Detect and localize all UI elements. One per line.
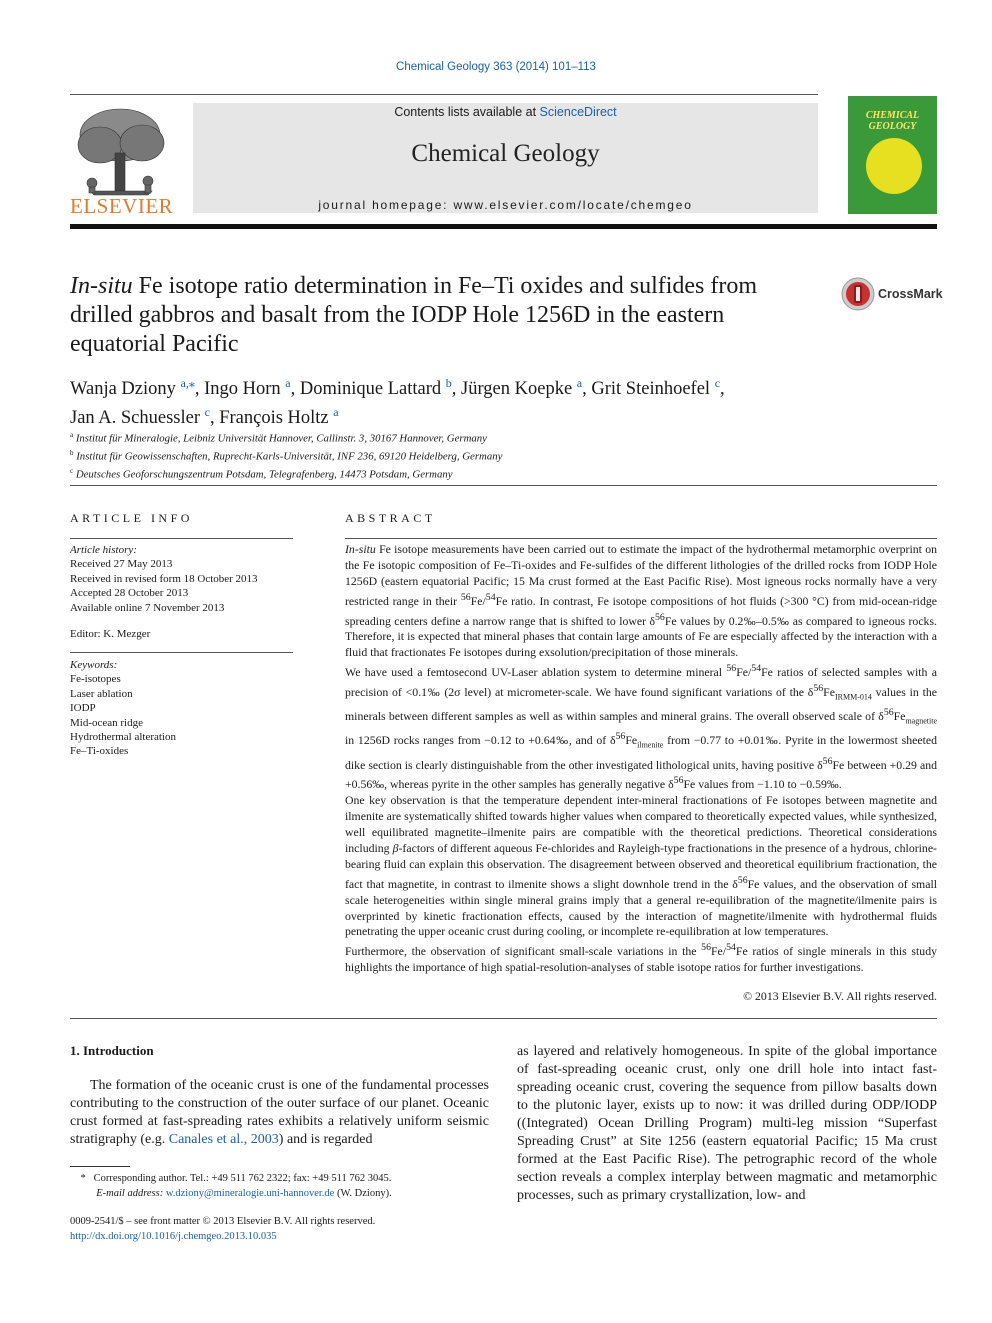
history-label: Article history: — [70, 544, 137, 556]
front-matter — [70, 1214, 490, 1244]
header-thick-rule — [70, 224, 937, 229]
author[interactable]: Grit Steinhoefel $^c$ — [591, 376, 721, 400]
reference-link[interactable]: Canales et al., 2003 — [168, 1132, 279, 1147]
journal-name: Chemical Geology — [411, 140, 600, 167]
email-link[interactable]: w.dziony@mineralogie.uni-hannover.de — [165, 1188, 335, 1199]
history-item: Received in revised form 18 October 2013 — [70, 572, 258, 585]
header-divider — [70, 94, 818, 95]
section-heading: 1. Introduction — [70, 1043, 154, 1058]
author-list: Wanja Dziony $^{a,⁎}$, Ingo Horn $^a$, Dominique Lattard $^b$, Jürgen Koepke $^a$, Grit Steinhoefel $^c$, Jan A. Schuessler $^c$, François Holtz $^a$ — [70, 376, 725, 429]
footnote-rule — [70, 1166, 130, 1167]
keywords — [70, 658, 300, 759]
abstract-paragraph: In-situ Fe isotope measurements have been carried out to estimate the impact of the hydrothermal metamorphic overprint on the Fe isotopic composition of Fe–Ti-oxides and Fe-sulfides of the different lithologies of the drilled rocks from IODP Hole 1256D (eastern equatorial Pacific; 15 Ma crust formed at the East Pacific Rise). Most igneous rocks normally have a very restricted range in their $^{56}$Fe/$^{54}$Fe ratio. In contrast, Fe isotope compositions of hot fluids (>300 °C) from mid-ocean-ridge spreading centers define a narrow range that is shifted to lower $\delta^{56}Fe$ values by 0.2‰–0.5‰ as compared to igneous rocks. Therefore, it is expected that mineral phases that contain large amounts of Fe are especially affected by the interaction with a fluid that fractionates Fe isotopes during exsolution/precipitation of those minerals. — [345, 542, 937, 660]
author[interactable]: Dominique Lattard $^b$ — [299, 376, 452, 400]
divider — [70, 485, 937, 486]
author[interactable]: Wanja Dziony $^{a,⁎}$ — [70, 376, 195, 400]
divider — [70, 652, 293, 653]
crossmark-label[interactable]: CrossMark — [878, 287, 943, 301]
keywords-label: Keywords: — [70, 659, 118, 671]
affiliation: $^b$ Institut für Geowissenschaften, Ruprecht-Karls-Universität, INF 236, 69120 Heidelberg, Germany — [70, 449, 503, 463]
intro-paragraph-right: as layered and relatively homogeneous. In spite of the global importance of fast-spreading oceanic crust, only one drill hole into intact fast-spreading oceanic crust, covering the sequence from pillow basalts down to the plutonic layer, exists up to now: it was drilled during ODP/IODP ((Integrated) Ocean Drilling Program) multi-leg mission “Superfast Spreading Crust” at Site 1256 (eastern equatorial Pacific; 15 Ma crust formed at the East Pacific Rise). The petrographic record of the whole section reveals a complex interplay between magmatic and metamorphic processes, such as primary crystallization, low- and — [517, 1044, 937, 1203]
journal-homepage — [193, 198, 818, 212]
journal-citation[interactable]: Chemical Geology 363 (2014) 101–113 — [396, 61, 596, 73]
abstract-paragraph: We have used a femtosecond UV-Laser ablation system to determine mineral $^{56}$Fe/$^{54}$Fe ratios of selected samples with a precision of <0.1‰ (2σ level) at micrometer-scale. We have found significant variations of the $\delta^{56}Fe_{IRMM-014}$ values in the minerals between different samples as well as within samples and mineral grains. The overall observed scale of $\delta^{56}Fe_{magnetite}$ in 1256D rocks ranges from −0.12 to +0.64‰, and of $\delta^{56}Fe_{ilmenite}$ from −0.77 to +0.01‰. Pyrite in the lowermost sheeted dike section is clearly distinguishable from the other investigated lithological units, having positive $\delta^{56}Fe$ between +0.29 and +0.56‰, whereas pyrite in the other samples has generally negative $\delta^{56}Fe$ values from −1.10 to −0.59‰. — [345, 663, 937, 792]
keyword: Fe–Ti-oxides — [70, 745, 129, 758]
history-item: Accepted 28 October 2013 — [70, 587, 189, 600]
homepage-link[interactable]: www.elsevier.com/locate/chemgeo — [453, 198, 693, 212]
article-history — [70, 543, 300, 615]
contents-line — [193, 105, 818, 119]
intro-paragraph-left: The formation of the oceanic crust is one of the fundamental processes contributing to the construction of the outer surface of our planet. Oceanic crust formed at fast-spreading rates exhibits a relatively uniform seismic stratigraphy (e.g. Canales et al., 2003) and is regarded — [70, 1078, 489, 1147]
keyword: Fe-isotopes — [70, 673, 121, 686]
editor: Editor: K. Mezger — [70, 628, 151, 640]
cover-graphic — [866, 138, 922, 194]
corresponding-author-footnote: * Corresponding author. Tel.: +49 511 762 2322; fax: +49 511 762 3045. E-mail address: w.dziony@mineralogie.uni-hannover.de (W. Dziony). — [80, 1173, 392, 1199]
divider — [345, 538, 937, 539]
elsevier-wordmark: ELSEVIER — [70, 194, 174, 218]
divider — [70, 538, 293, 539]
sciencedirect-link[interactable]: ScienceDirect — [539, 105, 617, 119]
abstract-paragraph: Furthermore, the observation of significant small-scale variations in the $^{56}$Fe/$^{54}$Fe ratios of single minerals in this study highlights the importance of high spatial-resolution-analyses of stable isotope ratios for further investigations. — [345, 942, 937, 975]
issn-line: 0009-2541/$ – see front matter © 2013 Elsevier B.V. All rights reserved. — [70, 1216, 376, 1227]
affiliation: $^a$ Institut für Mineralogie, Leibniz Universität Hannover, Callinstr. 3, 30167 Hannover, Germany — [70, 431, 487, 445]
author[interactable]: Ingo Horn $^a$ — [204, 376, 291, 400]
cover-title: CHEMICAL GEOLOGY — [865, 110, 920, 132]
history-item: Received 27 May 2013 — [70, 558, 173, 571]
homepage-prefix: journal homepage: — [318, 198, 454, 212]
author[interactable]: François Holtz $^a$ — [219, 405, 339, 429]
doi-link[interactable]: http://dx.doi.org/10.1016/j.chemgeo.2013.10.035 — [70, 1231, 277, 1242]
contents-prefix: Contents lists available at — [394, 105, 537, 119]
keyword: Mid-ocean ridge — [70, 716, 143, 729]
article-info-heading: ARTICLE INFO — [70, 511, 193, 525]
abstract-paragraph: One key observation is that the temperature dependent inter-mineral fractionations of Fe isotopes between magnetite and ilmenite are systematically shifted towards higher values when compared to theoretically expected values, while synthesized, well equilibrated magnetite–ilmenite pairs are compatible with the theoretical predictions. Theoretical considerations including β-factors of different aqueous Fe-chlorides and Rayleigh-type fractionations in the presence of a hydrous, chlorine-bearing fluid can explain this observation. The disagreement between observed and theoretical equilibrium fractionation, the fact that magnetite, in contrast to ilmenite shows a slight downhole trend in the $\delta^{56}Fe$ values, and the observation of small scale heterogeneities within single mineral grains imply that a general re-equilibration of the magnetite/ilmenite pairs is overprinted by kinetic fractionation effects, caused by the interaction of magnetite/ilmenite with hydrothermal fluids penetrating the upper oceanic crust during cooling, or incomplete re-equilibration at low temperatures. — [345, 793, 937, 939]
abstract-heading: ABSTRACT — [345, 511, 436, 525]
divider — [70, 1018, 937, 1019]
keyword: Laser ablation — [70, 687, 133, 700]
keyword: Hydrothermal alteration — [70, 731, 176, 744]
history-item: Available online 7 November 2013 — [70, 601, 225, 614]
author[interactable]: Jürgen Koepke $^a$ — [461, 376, 583, 400]
abstract-body — [345, 542, 937, 976]
author[interactable]: Jan A. Schuessler $^c$ — [70, 405, 210, 429]
affiliation: $^c$ Deutsches Geoforschungszentrum Potsdam, Telegrafenberg, 14473 Potsdam, Germany — [70, 467, 453, 481]
affiliations — [70, 428, 830, 482]
keyword: IODP — [70, 702, 96, 715]
title-rest: Fe isotope ratio determination in Fe–Ti oxides and sulfides from drilled gabbros and basalt from the IODP Hole 1256D in the eastern equatorial Pacific — [70, 273, 758, 357]
article-title — [70, 272, 810, 359]
copyright-notice: © 2013 Elsevier B.V. All rights reserved. — [743, 989, 937, 1003]
title-italic: In-situ — [70, 273, 133, 299]
